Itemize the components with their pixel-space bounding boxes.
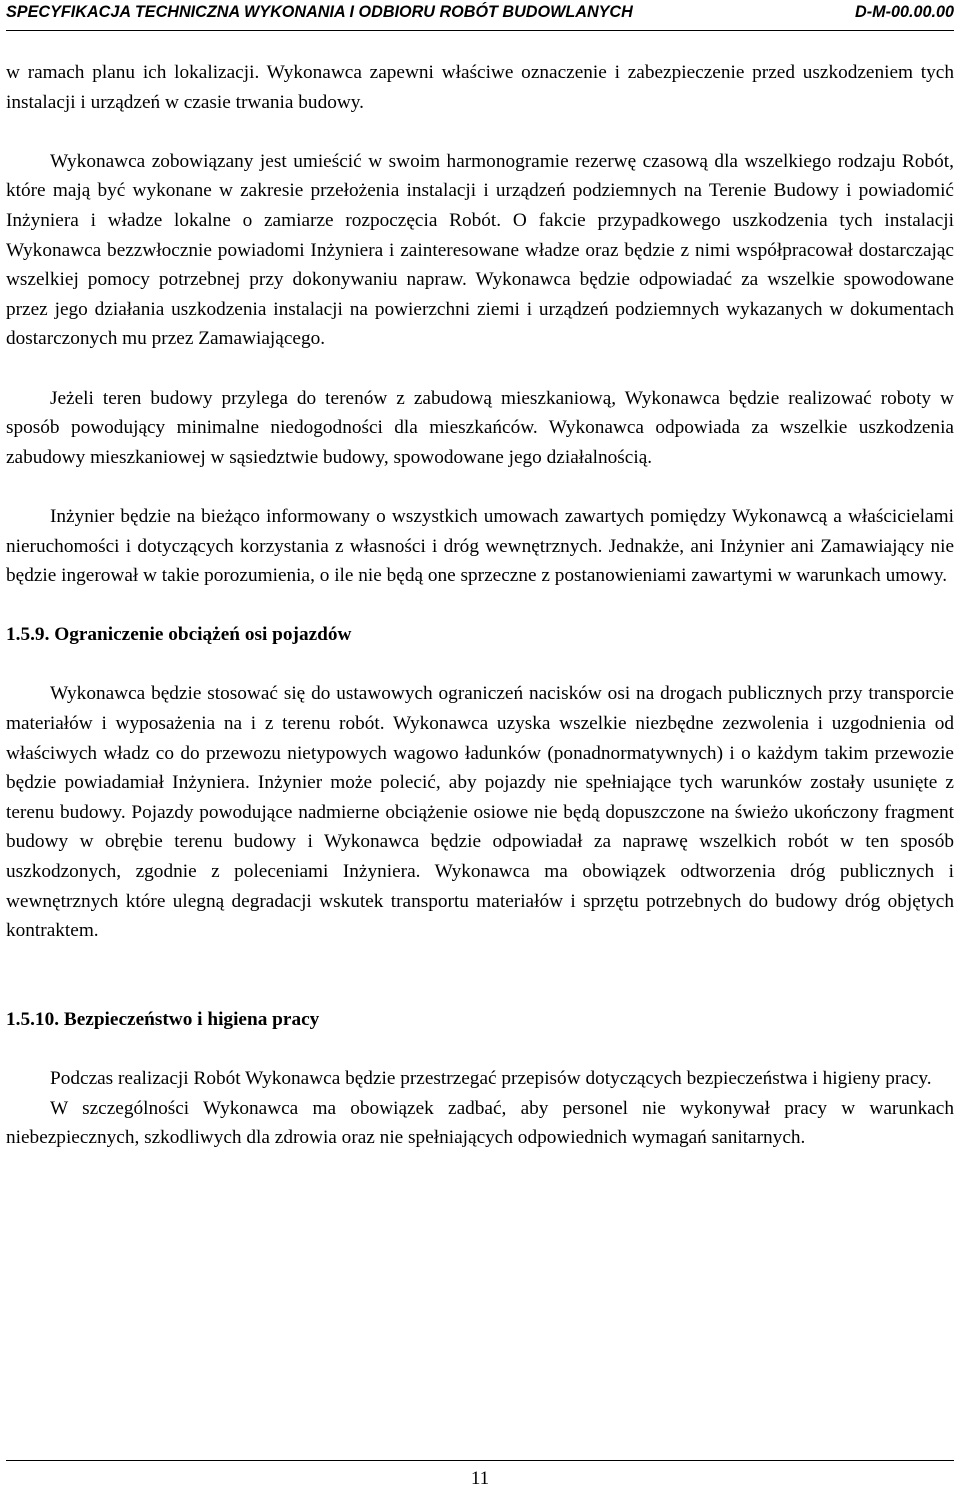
paragraph-safety-conditions: W szczególności Wykonawca ma obowiązek zadbać, aby personel nie wykonywał pracy w warunkach niebezpiecznych, szkodliwych dla zdrowia oraz nie spełniających odpowiednich wymagań sanitarnych. <box>6 1097 954 1149</box>
document-title: SPECYFIKACJA TECHNICZNA WYKONANIA I ODBIORU ROBÓT BUDOWLANYCH <box>6 3 633 21</box>
paragraph-utilities-relocation: Wykonawca zobowiązany jest umieścić w swoim harmonogramie rezerwę czasową dla wszelkiego rodzaju Robót, które mają być wykonane w zakresie przełożenia instalacji i urządzeń podziemnych na Terenie Budowy i powiadomić Inżyniera i władze lokalne o zamiarze rozpoczęcia Robót. O fakcie przypadkowego uszkodzenia tych instalacji Wykonawca bezzwłocznie powiadomi Inżyniera i zainteresowane władze oraz będzie z nimi współpracował dostarczając wszelkiej pomocy potrzebnej przy dokonywaniu napraw. Wykonawca będzie odpowiadać za wszelkie spowodowane przez jego działania uszkodzenia instalacji na powierzchni ziemi i urządzeń podziemnych wykazanych w dokumentach dostarczonych mu przez Zamawiającego. <box>6 150 954 350</box>
document-code: D-M-00.00.00 <box>855 3 954 21</box>
paragraph-axle-loads: Wykonawca będzie stosować się do ustawowych ograniczeń nacisków osi na drogach publicznych przy transporcie materiałów i wyposażenia na i z terenu robót. Wykonawca uzyska wszelkie niezbędne zezwolenia i uzgodnienia od właściwych władz co do przewozu nietypowych wagowo ładunków (ponadnormatywnych) i o każdym takim przewozie będzie powiadamiał Inżyniera. Inżynier może polecić, aby pojazdy nie spełniające tych warunków zostały usunięte z terenu budowy. Pojazdy powodujące nadmierne obciążenie osiowe nie będą dopuszczone na świeżo ukończony fragment budowy w obrębie terenu budowy i Wykonawca będzie odpowiadał za naprawę wszelkich robót w ten sposób uszkodzonych, zgodnie z poleceniami Inżyniera. Wykonawca ma obowiązek odtworzenia dróg publicznych i wewnętrznych które ulegną degradacji wskutek transportu materiałów i sprzętu potrzebnych do budowy dróg objętych kontraktem. <box>6 683 954 942</box>
page-number: 11 <box>470 1468 490 1489</box>
section-heading-axle-loads: 1.5.9. Ograniczenie obciążeń osi pojazdów <box>6 624 352 646</box>
paragraph-residential-areas: Jeżeli teren budowy przylega do terenów z zabudową mieszkaniową, Wykonawca będzie realizować roboty w sposób powodujący minimalne niedogodności dla mieszkańców. Wykonawca odpowiada za wszelkie uszkodzenia zabudowy mieszkaniowej w sąsiedztwie budowy, spowodowane jego działalnością. <box>6 387 954 468</box>
paragraph-utilities-marking: w ramach planu ich lokalizacji. Wykonawca zapewni właściwe oznaczenie i zabezpieczenie przed uszkodzeniem tych instalacji i urządzeń w czasie trwania budowy. <box>6 62 954 113</box>
page-header <box>6 0 954 31</box>
section-heading-safety: 1.5.10. Bezpieczeństwo i higiena pracy <box>6 1008 320 1030</box>
document-body <box>6 58 954 1153</box>
page-footer <box>6 1460 954 1491</box>
paragraph-property-agreements: Inżynier będzie na bieżąco informowany o wszystkich umowach zawartych pomiędzy Wykonawcą a właścicielami nieruchomości i dotyczących korzystania z własności i dróg wewnętrznych. Jednakże, ani Inżynier ani Zamawiający nie będzie ingerował w takie porozumienia, o ile nie będą one sprzeczne z postanowieniami zawartymi w warunkach umowy. <box>6 505 954 587</box>
paragraph-safety-regulations: Podczas realizacji Robót Wykonawca będzie przestrzegać przepisów dotyczących bezpieczeństwa i higieny pracy. <box>50 1068 932 1089</box>
